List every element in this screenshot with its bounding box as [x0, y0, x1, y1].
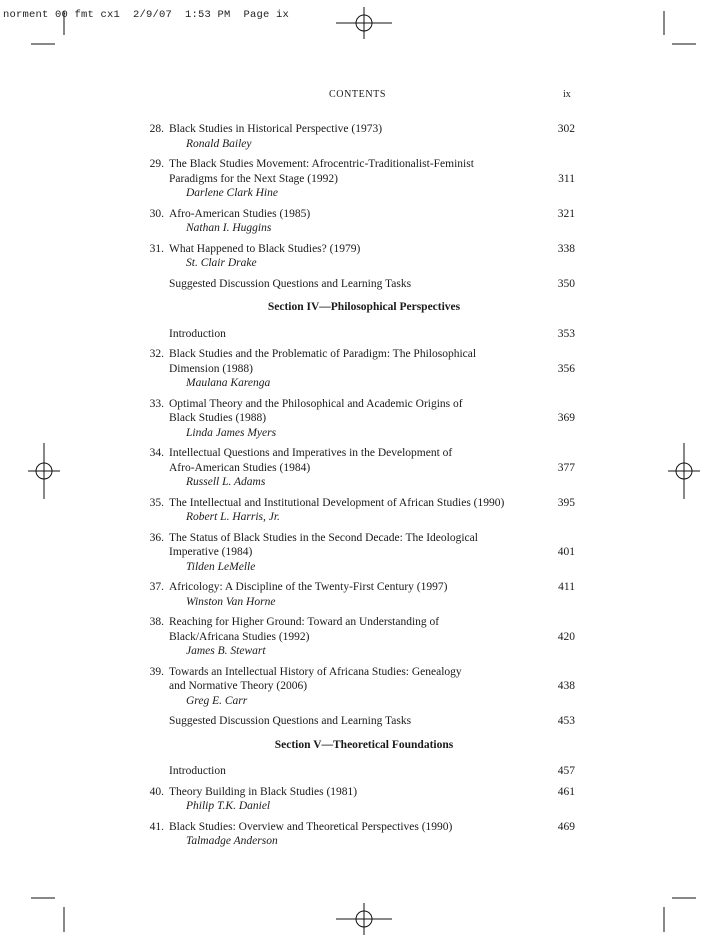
chapter-title-line: Black/Africana Studies (1992) — [169, 630, 310, 643]
toc-entry[interactable] — [140, 276, 575, 291]
chapter-number: 30. — [149, 207, 164, 220]
toc-entry[interactable] — [140, 326, 575, 341]
registration-mark-bottom — [336, 903, 392, 935]
chapter-title-line: Optimal Theory and the Philosophical and Academic Origins of — [169, 397, 463, 410]
toc-entry[interactable] — [140, 784, 575, 813]
toc-entry[interactable] — [140, 241, 575, 270]
toc-entry[interactable] — [140, 763, 575, 778]
page-number: 356 — [557, 362, 575, 375]
chapter-title-line: Introduction — [169, 765, 226, 777]
chapter-title-line: Imperative (1984) — [169, 546, 253, 558]
chapter-title-line: Afro-American Studies (1984) — [169, 461, 311, 474]
page-number: 369 — [557, 412, 575, 424]
toc-entry[interactable] — [140, 121, 575, 150]
chapter-number: 28. — [149, 123, 164, 135]
chapter-title-line: Black Studies (1988) — [169, 412, 267, 424]
page-number: 395 — [557, 496, 575, 509]
chapter-number: 34. — [149, 447, 164, 459]
chapter-title-line: Black Studies: Overview and Theoretical Perspectives (1990) — [169, 820, 453, 833]
chapter-title-line: Dimension (1988) — [169, 362, 254, 375]
section-heading: Section IV—Philosophical Perspectives — [267, 301, 461, 313]
page-number: 438 — [557, 680, 575, 692]
chapter-title-line: Introduction — [169, 327, 226, 340]
chapter-number: 29. — [149, 158, 164, 170]
page-number: 401 — [557, 546, 575, 558]
chapter-author: St. Clair Drake — [186, 257, 257, 269]
chapter-number: 33. — [149, 397, 164, 410]
page-number: 411 — [558, 581, 575, 593]
chapter-number: 31. — [149, 242, 164, 255]
chapter-author: Winston Van Horne — [186, 595, 276, 608]
registration-mark-left — [28, 443, 60, 499]
chapter-title-line: Intellectual Questions and Imperatives in the Development of — [169, 447, 453, 459]
chapter-number: 37. — [149, 581, 164, 593]
page-number: 469 — [557, 820, 575, 833]
chapter-author: Ronald Bailey — [186, 137, 252, 150]
chapter-title-line: Black Studies in Historical Perspective (1973) — [169, 123, 383, 135]
toc-entry[interactable] — [140, 579, 575, 608]
page-number: 453 — [557, 715, 575, 727]
chapter-number: 32. — [149, 348, 164, 360]
chapter-author: Russell L. Adams — [186, 476, 266, 488]
chapter-title-line: Theory Building in Black Studies (1981) — [169, 785, 358, 798]
page-number: 457 — [557, 765, 575, 777]
chapter-title-line: What Happened to Black Studies? (1979) — [169, 242, 361, 255]
toc-entry[interactable] — [140, 495, 575, 524]
running-head-title: CONTENTS — [329, 89, 387, 100]
chapter-author: Linda James Myers — [186, 426, 277, 439]
page-number: 338 — [557, 242, 575, 255]
toc-entry[interactable] — [140, 396, 575, 440]
chapter-number: 38. — [149, 616, 164, 628]
chapter-author: Greg E. Carr — [186, 694, 248, 707]
chapter-author: Robert L. Harris, Jr. — [186, 511, 280, 523]
chapter-author: James B. Stewart — [186, 645, 266, 657]
page-number: 350 — [557, 277, 575, 290]
running-head — [0, 89, 728, 103]
page-number: 311 — [558, 172, 575, 185]
page-number: 461 — [557, 785, 575, 798]
chapter-author: Maulana Karenga — [186, 377, 271, 389]
chapter-title-line: Afro-American Studies (1985) — [169, 207, 311, 220]
chapter-title-line: Suggested Discussion Questions and Learning Tasks — [169, 277, 412, 290]
toc-entry[interactable] — [140, 664, 575, 708]
page-number: 321 — [557, 207, 575, 220]
toc-entry[interactable] — [140, 206, 575, 235]
chapter-title-line: Towards an Intellectual History of Africana Studies: Genealogy — [169, 665, 462, 678]
registration-mark-top — [336, 7, 392, 39]
chapter-number: 39. — [149, 665, 164, 678]
toc-entry[interactable] — [140, 156, 575, 200]
chapter-author: Talmadge Anderson — [186, 835, 278, 847]
toc-entry[interactable] — [140, 346, 575, 390]
chapter-number: 35. — [149, 496, 164, 509]
chapter-title-line: Reaching for Higher Ground: Toward an Understanding of — [169, 616, 440, 628]
chapter-number: 36. — [149, 531, 164, 544]
page-number: 420 — [557, 630, 575, 643]
chapter-author: Tilden LeMelle — [186, 560, 256, 573]
chapter-title-line: and Normative Theory (2006) — [169, 680, 308, 692]
page-number: 377 — [557, 461, 575, 474]
chapter-title-line: The Intellectual and Institutional Development of African Studies (1990) — [169, 496, 505, 509]
toc-entry[interactable] — [140, 614, 575, 658]
chapter-title-line: The Black Studies Movement: Afrocentric-Traditionalist-Feminist — [169, 158, 474, 170]
registration-mark-right — [668, 443, 700, 499]
toc-entry[interactable] — [140, 530, 575, 574]
chapter-title-line: The Status of Black Studies in the Second Decade: The Ideological — [169, 531, 478, 544]
chapter-title-line: Africology: A Discipline of the Twenty-First Century (1997) — [169, 581, 448, 593]
page-number: 353 — [557, 327, 575, 340]
running-head-page-number: ix — [563, 89, 571, 100]
chapter-number: 40. — [149, 785, 164, 798]
printer-slug: norment 00 fmt cx1 2/9/07 1:53 PM Page ix — [3, 9, 290, 21]
section-heading: Section V—Theoretical Foundations — [274, 738, 454, 751]
chapter-author: Nathan I. Huggins — [186, 222, 272, 234]
toc-entry[interactable] — [140, 819, 575, 848]
chapter-title-line: Black Studies and the Problematic of Paradigm: The Philosophical — [169, 348, 477, 360]
toc-entry[interactable] — [140, 713, 575, 728]
chapter-number: 41. — [149, 820, 164, 833]
chapter-author: Philip T.K. Daniel — [186, 800, 271, 812]
toc-entry[interactable] — [140, 445, 575, 489]
page-number: 302 — [557, 123, 575, 135]
chapter-title-line: Suggested Discussion Questions and Learning Tasks — [169, 715, 412, 727]
chapter-title-line: Paradigms for the Next Stage (1992) — [169, 172, 338, 185]
chapter-author: Darlene Clark Hine — [186, 187, 278, 199]
